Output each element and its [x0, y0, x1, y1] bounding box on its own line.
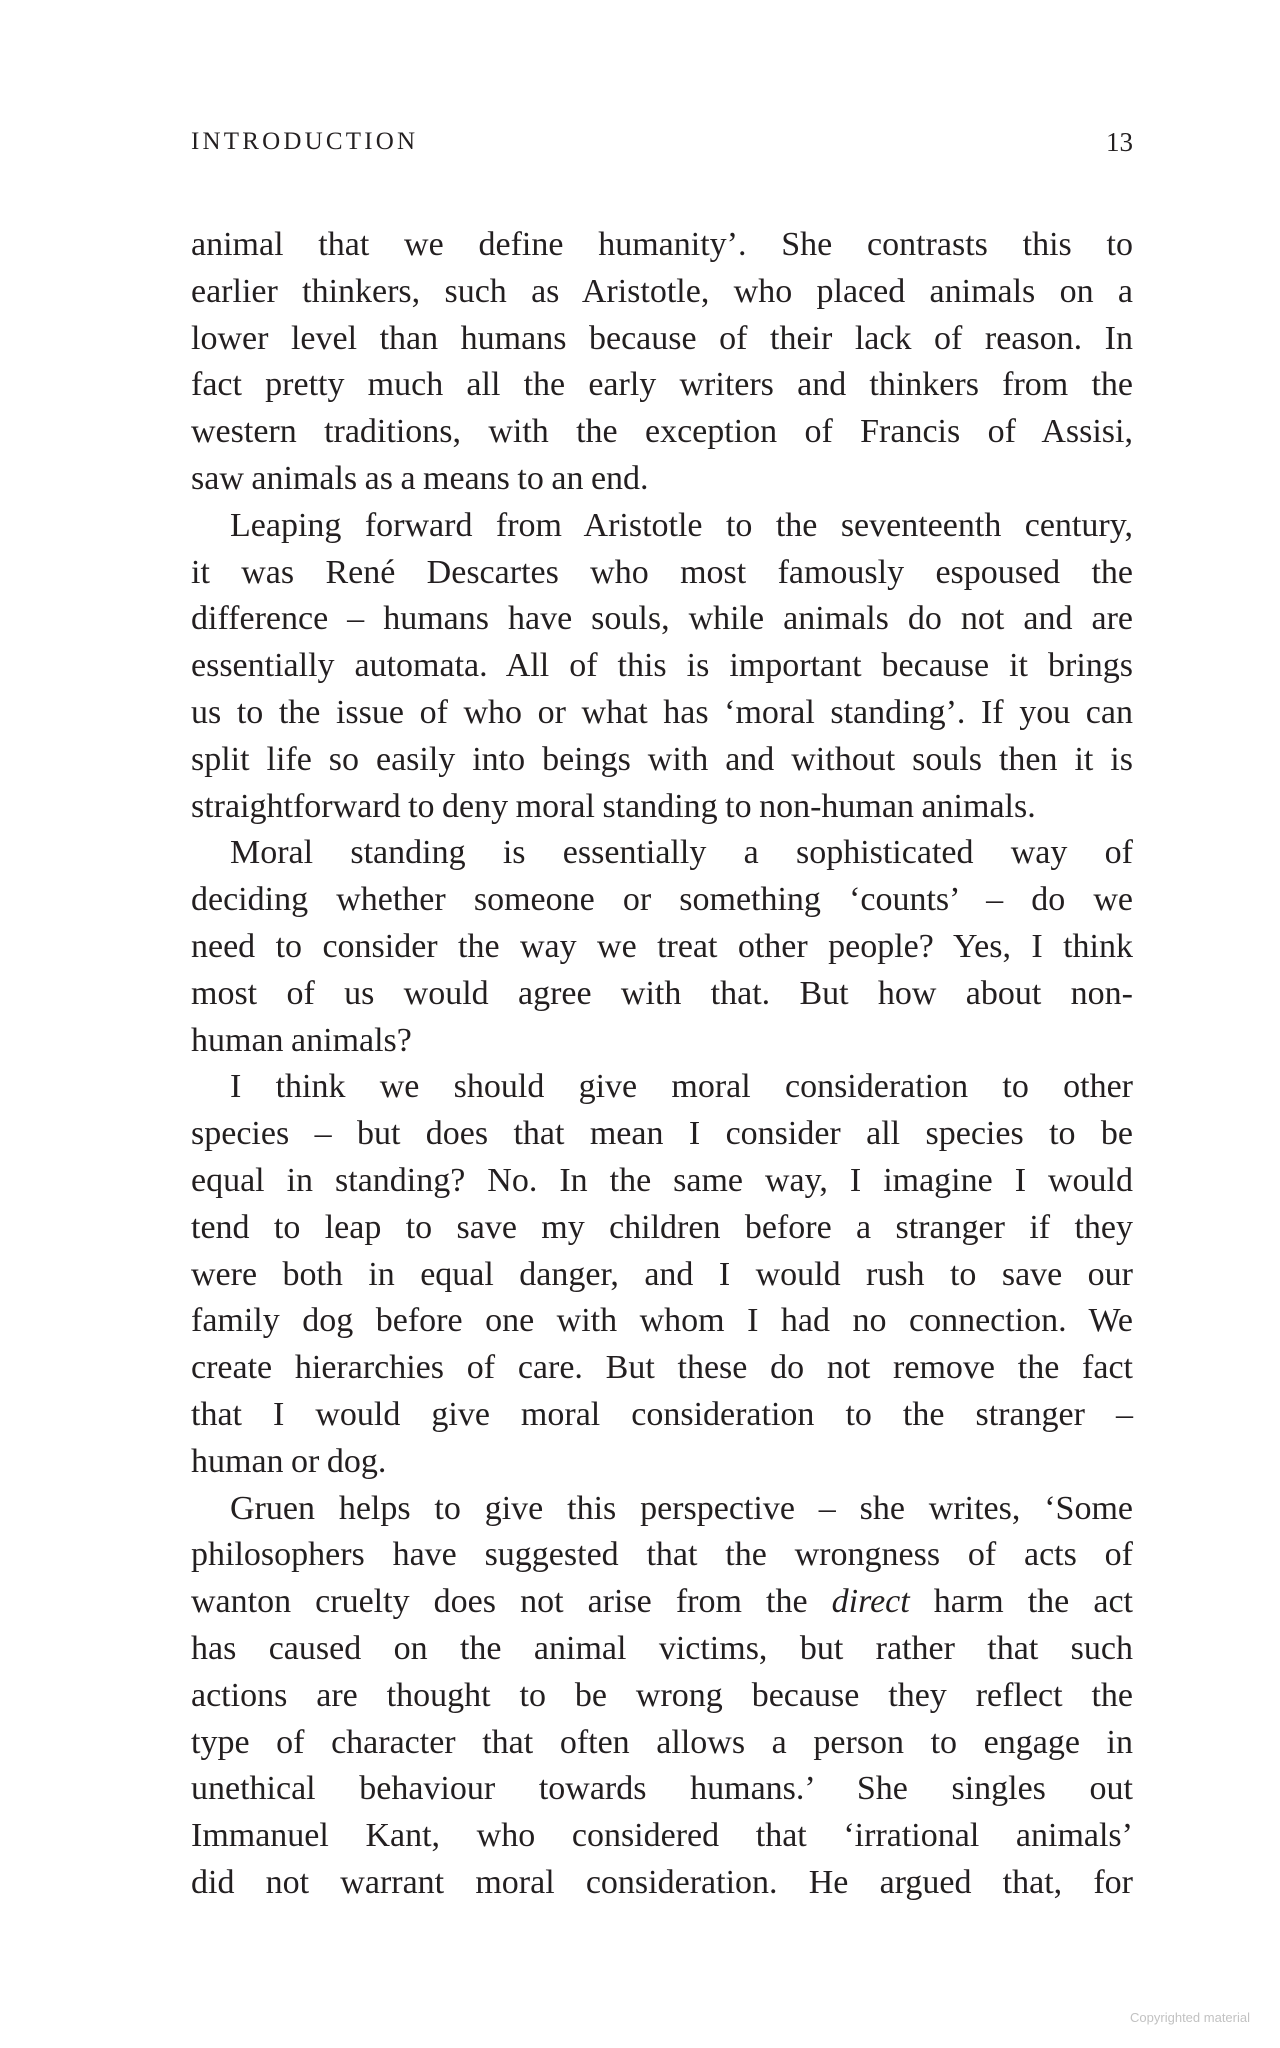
text-line [191, 924, 1133, 971]
text-line-content: did not warrant moral consideration. He argued that, for [191, 1863, 1133, 1901]
text-line-content: Leaping forward from Aristotle to the seventeenth century, [230, 506, 1133, 544]
text-line-content: species – but does that mean I consider all species to be [191, 1115, 1133, 1153]
running-head [191, 124, 1133, 160]
text-line [191, 596, 1133, 643]
text-line-content: animal that we define humanity’. She contrasts this to [191, 226, 1133, 263]
text-line-content: fact pretty much all the early writers and thinkers from the [191, 366, 1133, 404]
text-line [191, 222, 1133, 269]
text-line [191, 1205, 1133, 1252]
text-line-content: unethical behaviour towards humans.’ She singles out [191, 1770, 1133, 1808]
text-line [191, 1579, 1133, 1626]
text-line-content: human animals? [191, 1021, 412, 1059]
text-line-content: wanton cruelty does not arise from the direct harm the act [191, 1583, 1133, 1621]
chapter-title: INTRODUCTION [191, 128, 419, 155]
text-line-content: earlier thinkers, such as Aristotle, who placed animals on a [191, 272, 1133, 310]
text-line [191, 784, 1133, 831]
text-line [191, 1813, 1133, 1860]
text-line [191, 971, 1133, 1018]
text-line-content: lower level than humans because of their lack of reason. In [191, 319, 1133, 357]
text-line-content: difference – humans have souls, while animals do not and are [191, 600, 1133, 638]
italic-emphasis: direct [831, 1583, 910, 1621]
text-line-content: equal in standing? No. In the same way, I imagine I would [191, 1161, 1133, 1199]
text-line-content: I think we should give moral consideration to other [230, 1068, 1133, 1106]
text-line-content: tend to leap to save my children before a stranger if they [191, 1208, 1133, 1246]
text-line [191, 1673, 1133, 1720]
text-line-content: need to consider the way we treat other people? Yes, I think [191, 927, 1133, 965]
text-line-content: family dog before one with whom I had no connection. We [191, 1302, 1133, 1340]
copyright-watermark: Copyrighted material [1130, 2010, 1250, 2025]
paragraph [191, 1064, 1133, 1485]
text-line-content: Moral standing is essentially a sophisticated way of [230, 834, 1133, 872]
text-line [191, 269, 1133, 316]
text-line [191, 1626, 1133, 1673]
text-line [191, 1111, 1133, 1158]
text-line [191, 830, 1133, 877]
text-line [191, 1064, 1133, 1111]
text-line [191, 1345, 1133, 1392]
text-line [191, 1252, 1133, 1299]
text-line-content: us to the issue of who or what has ‘moral standing’. If you can [191, 693, 1133, 731]
page-number: 13 [1106, 127, 1133, 157]
text-line [191, 877, 1133, 924]
paragraph [191, 503, 1133, 831]
text-line [191, 1766, 1133, 1813]
paragraph [191, 830, 1133, 1064]
text-line-content: it was René Descartes who most famously espoused the [191, 553, 1133, 591]
text-line-content: create hierarchies of care. But these do not remove the fact [191, 1349, 1133, 1387]
text-line-content: straightforward to deny moral standing to non-human animals. [191, 787, 1036, 825]
paragraph [191, 222, 1133, 503]
text-line [191, 1298, 1133, 1345]
text-line [191, 1158, 1133, 1205]
text-line-content: saw animals as a means to an end. [191, 459, 649, 497]
text-line-content: that I would give moral consideration to the stranger – [191, 1395, 1133, 1433]
text-line-content: actions are thought to be wrong because they reflect the [191, 1676, 1133, 1714]
text-line-content: western traditions, with the exception of Francis of Assisi, [191, 413, 1133, 451]
text-line [191, 550, 1133, 597]
text-line-content: Gruen helps to give this perspective – she writes, ‘Some [230, 1489, 1133, 1527]
text-line [191, 362, 1133, 409]
text-line-content: has caused on the animal victims, but rather that such [191, 1629, 1133, 1667]
text-line-content: most of us would agree with that. But how about non- [191, 974, 1133, 1012]
text-line-content: essentially automata. All of this is important because it brings [191, 647, 1133, 685]
text-line-content: deciding whether someone or something ‘counts’ – do we [191, 881, 1133, 919]
text-line [191, 1486, 1133, 1533]
text-line [191, 1439, 1133, 1486]
text-line-content: philosophers have suggested that the wrongness of acts of [191, 1536, 1133, 1574]
text-line-content: split life so easily into beings with and without souls then it is [191, 740, 1133, 778]
text-line [191, 690, 1133, 737]
text-line [191, 456, 1133, 503]
text-line [191, 1860, 1133, 1907]
text-line [191, 316, 1133, 363]
text-line [191, 503, 1133, 550]
text-line [191, 1392, 1133, 1439]
text-line [191, 1720, 1133, 1767]
text-line [191, 1532, 1133, 1579]
text-line-content: human or dog. [191, 1442, 387, 1480]
text-line [191, 737, 1133, 784]
text-line [191, 409, 1133, 456]
text-line-content: type of character that often allows a person to engage in [191, 1723, 1133, 1761]
text-line-content: were both in equal danger, and I would rush to save our [191, 1255, 1133, 1293]
text-line [191, 643, 1133, 690]
body-text [191, 222, 1133, 1907]
text-line-content: Immanuel Kant, who considered that ‘irrational animals’ [191, 1817, 1133, 1855]
text-line [191, 1018, 1133, 1065]
paragraph [191, 1486, 1133, 1907]
